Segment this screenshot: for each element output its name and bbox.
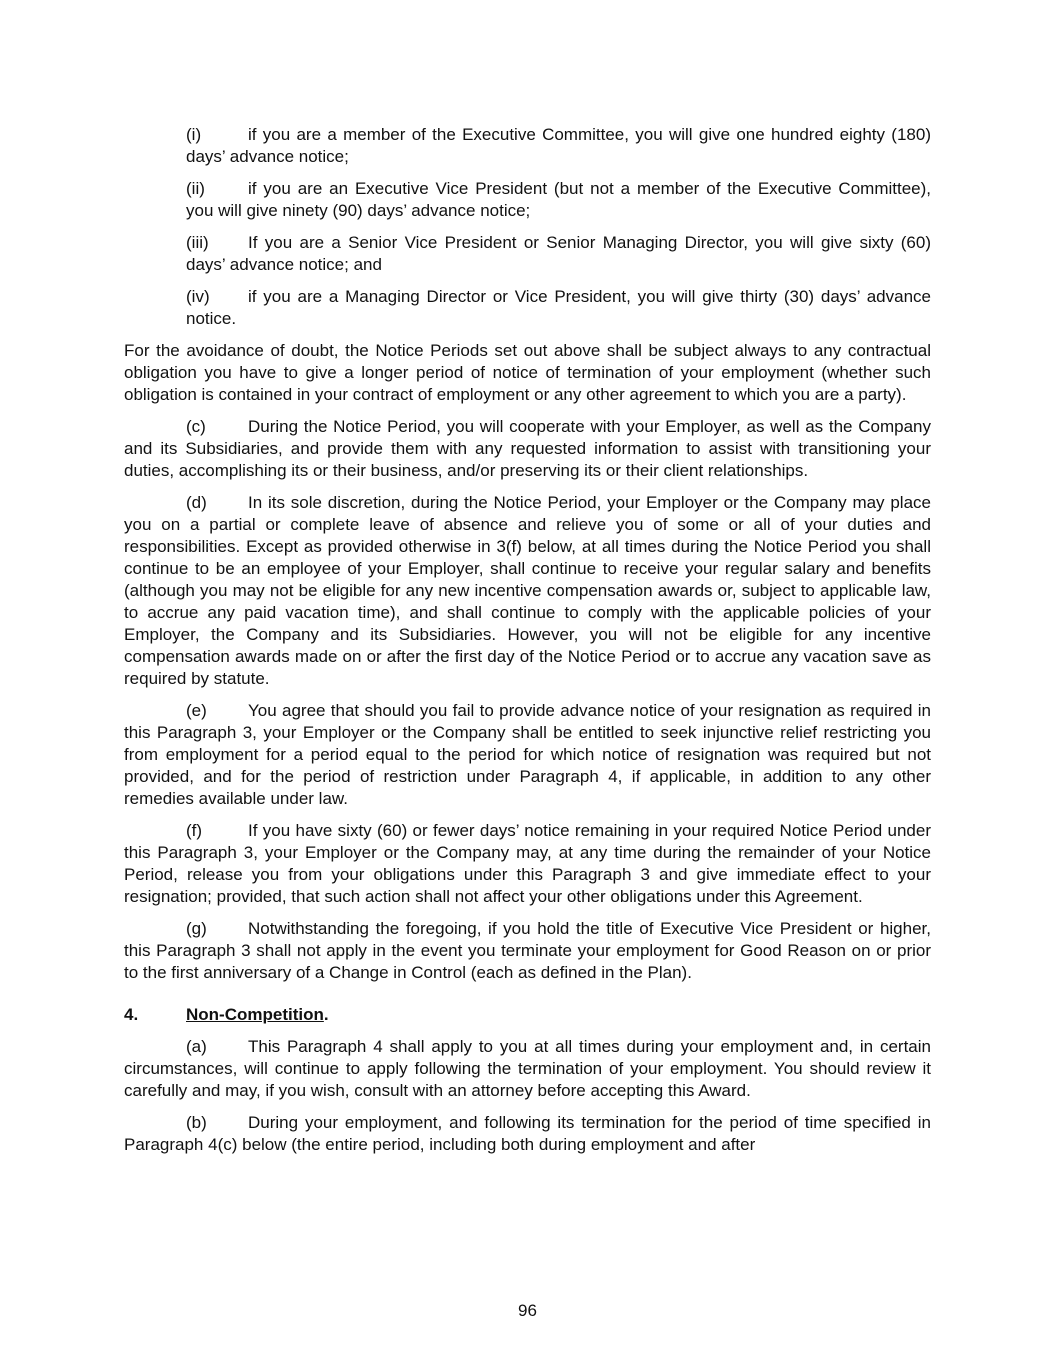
avoidance-paragraph: For the avoidance of doubt, the Notice Periods set out above shall be subject always to any contractual obligation you have to give a longer period of notice of termination of your employment (whether such obligation is contained in your contract of employment or any other agreement to which you are a party). <box>124 341 931 404</box>
paragraph-3g <box>124 918 931 984</box>
clause-text: If you are a Senior Vice President or Senior Managing Director, you will give sixty (60) days’ advance notice; and <box>186 233 931 274</box>
section-title-suffix: . <box>323 1005 329 1024</box>
document-page <box>124 124 931 1166</box>
clause-i <box>124 124 931 168</box>
clause-label: (iii) <box>186 233 209 252</box>
paragraph-text: This Paragraph 4 shall apply to you at all times during your employment and, in certain circumstances, will continue to apply following the termination of your employment. You should review it carefully and may, if you wish, consult with an attorney before accepting this Award. <box>124 1037 931 1100</box>
paragraph-3f <box>124 820 931 908</box>
clause-label: (i) <box>186 125 202 144</box>
paragraph-text: You agree that should you fail to provide advance notice of your resignation as required in this Paragraph 3, your Employer or the Company shall be entitled to seek injunctive relief restricting you from employment for a period equal to the period for which notice of resignation was required but not provided, and for the period of restriction under Paragraph 4, if applicable, in addition to any other remedies available under law. <box>124 701 931 808</box>
paragraph-label: (a) <box>186 1037 207 1056</box>
clause-label: (ii) <box>186 179 205 198</box>
paragraph-label: (g) <box>186 919 207 938</box>
clause-iii <box>124 232 931 276</box>
paragraph-text: In its sole discretion, during the Notice Period, your Employer or the Company may place you on a partial or complete leave of absence and relieve you of some or all of your duties and responsibilities. Except as provided otherwise in 3(f) below, at all times during the Notice Period you shall continue to be an employee of your Employer, shall continue to receive your regular salary and benefits (although you may not be eligible for any new incentive compensation awards or, subject to applicable law, to accrue any paid vacation time), and shall continue to comply with the applicable policies of your Employer, the Company and its Subsidiaries. However, you will not be eligible for any incentive compensation awards made on or after the first day of the Notice Period or to accrue any vacation save as required by statute. <box>124 493 931 688</box>
paragraph-3c <box>124 416 931 482</box>
clause-text: if you are a member of the Executive Committee, you will give one hundred eighty (180) days’ advance notice; <box>186 125 931 166</box>
paragraph-text: If you have sixty (60) or fewer days’ notice remaining in your required Notice Period under this Paragraph 3, your Employer or the Company may, at any time during the remainder of your Notice Period, release you from your obligations under this Paragraph 3 and give immediate effect to your resignation; provided, that such action shall not affect your other obligations under this Agreement. <box>124 821 931 906</box>
paragraph-label: (c) <box>186 417 206 436</box>
paragraph-label: (f) <box>186 821 203 840</box>
paragraph-label: (b) <box>186 1113 207 1132</box>
clause-iv <box>124 286 931 330</box>
paragraph-text: During the Notice Period, you will cooperate with your Employer, as well as the Company and its Subsidiaries, and provide them with any requested information to assist with transitioning your duties, accomplishing its or their business, and/or preserving its or their client relationships. <box>124 417 931 480</box>
section-heading <box>124 1004 931 1026</box>
clause-ii <box>124 178 931 222</box>
section-title: Non-Competition <box>186 1005 324 1024</box>
clause-label: (iv) <box>186 287 210 306</box>
page-number: 96 <box>518 1301 537 1320</box>
paragraph-label: (d) <box>186 493 207 512</box>
paragraph-label: (e) <box>186 701 207 720</box>
paragraph-4a <box>124 1036 931 1102</box>
clause-text: if you are an Executive Vice President (but not a member of the Executive Committee), you will give ninety (90) days’ advance notice; <box>186 179 931 220</box>
paragraph-text: During your employment, and following its termination for the period of time specified in Paragraph 4(c) below (the entire period, including both during employment and after <box>124 1113 931 1154</box>
paragraph-3d <box>124 492 931 690</box>
paragraph-4b <box>124 1112 931 1156</box>
paragraph-3e <box>124 700 931 810</box>
clause-text: if you are a Managing Director or Vice President, you will give thirty (30) days’ advance notice. <box>186 287 931 328</box>
paragraph-text: Notwithstanding the foregoing, if you hold the title of Executive Vice President or higher, this Paragraph 3 shall not apply in the event you terminate your employment for Good Reason on or prior to the first anniversary of a Change in Control (each as defined in the Plan). <box>124 919 931 982</box>
section-number: 4. <box>124 1005 139 1024</box>
